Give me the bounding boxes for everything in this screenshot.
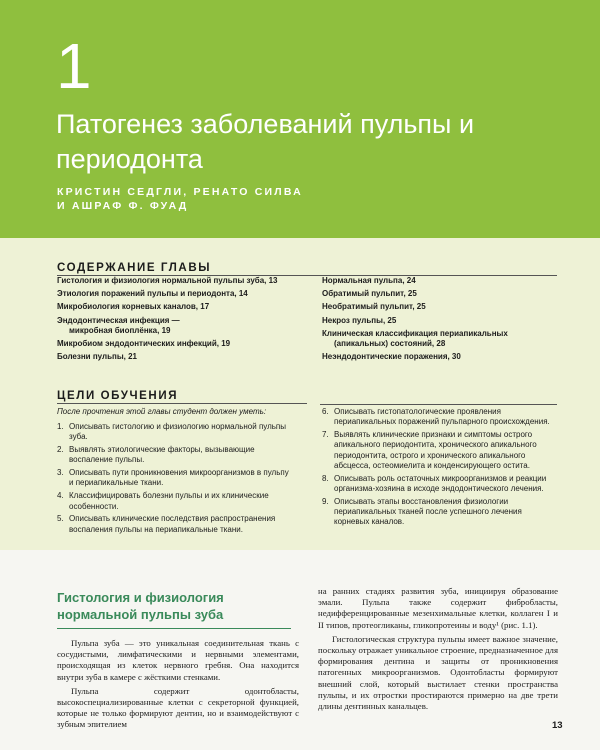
chapter-authors xyxy=(57,185,457,213)
body-paragraph: Пульпа содержит одонтобласты, высокоспециализированные клетки с секреторной функцией, которые не только формируют дентин, но и взаимодействуют с зубным эпителием xyxy=(57,685,299,730)
contents-item[interactable]: Этиология поражений пульпы и периодонта, 14 xyxy=(57,289,248,299)
section-heading-rule xyxy=(57,628,291,629)
contents-item[interactable]: Клиническая классификация периапикальных (апикальных) состояний, 28 xyxy=(322,328,508,349)
objective-item: 4. Классифицировать болезни пульпы и их клинические особенности. xyxy=(57,491,269,511)
contents-left-column xyxy=(57,276,312,365)
objective-item: 8. Описывать роль остаточных микроорганизмов и реакции организма-хозяина в исходе эндодонтического лечения. xyxy=(322,473,547,494)
objective-item: 5. Описывать клинические последствия распространения воспаления пульпы на периапикальные ткани. xyxy=(57,514,276,534)
body-paragraph: Пульпа зуба — это уникальная соединительная ткань с сосудистыми, лимфатическими и нервными элементами, происходящая из клеток нервного гребня. Она находится внутри зуба в камере с жёсткими стенками. xyxy=(57,638,299,682)
contents-item[interactable]: Микробиология корневых каналов, 17 xyxy=(57,302,210,312)
body-left-column xyxy=(57,638,299,734)
chapter-number: 1 xyxy=(56,30,92,102)
objectives-heading: ЦЕЛИ ОБУЧЕНИЯ xyxy=(57,390,179,402)
objectives-left-column xyxy=(57,422,292,537)
body-paragraph: на ранних стадиях развития зуба, инициируя образование эмали. Пульпа также содержит фибробласты, недифференцированные мезенхимальные клетки, коллаген I и II типов, протеогликаны, гликопротеины и воду¹ (рис. 1.1). xyxy=(318,586,558,630)
authors-line-2: И АШРАФ Ф. ФУАД xyxy=(57,200,189,212)
contents-right-column xyxy=(322,276,558,365)
contents-item[interactable]: Микробиом эндодонтических инфекций, 19 xyxy=(57,339,231,349)
objective-item: 9. Описывать этапы восстановления физиологии периапикальных тканей после успешного лечения корневых каналов. xyxy=(322,496,522,527)
contents-item[interactable]: Обратимый пульпит, 25 xyxy=(322,289,417,299)
contents-item[interactable]: Некроз пульпы, 25 xyxy=(322,315,397,325)
objective-item: 3. Описывать пути проникновения микроорганизмов в пульпу и периапикальные ткани. xyxy=(57,468,289,488)
authors-line-1: КРИСТИН СЕДГЛИ, РЕНАТО СИЛВА xyxy=(57,186,303,198)
contents-item[interactable]: Необратимый пульпит, 25 xyxy=(322,302,426,312)
section-heading: Гистология и физиология нормальной пульпы зуба xyxy=(57,590,224,622)
objective-item: 6. Описывать гистопатологические проявления периапикальных поражений пульпарного происхождения. xyxy=(322,407,550,427)
objective-item: 1. Описывать гистологию и физиологию нормальной пульпы зуба. xyxy=(57,422,287,442)
contents-item[interactable]: Эндодонтическая инфекция — микробная биоплёнка, 19 xyxy=(57,315,180,335)
chapter-title: Патогенез заболеваний пульпы и периодонта xyxy=(56,109,475,174)
objectives-intro: После прочтения этой главы студент должен уметь: xyxy=(57,407,267,416)
contents-item[interactable]: Нормальная пульпа, 24 xyxy=(322,276,416,285)
page-number: 13 xyxy=(552,720,563,731)
objectives-right-column xyxy=(322,407,558,530)
body-right-column xyxy=(318,586,558,715)
contents-heading: СОДЕРЖАНИЕ ГЛАВЫ xyxy=(57,262,212,274)
objectives-rule xyxy=(57,403,307,404)
objectives-rule-right xyxy=(320,404,557,405)
contents-item[interactable]: Гистология и физиология нормальной пульпы зуба, 13 xyxy=(57,276,278,285)
contents-item[interactable]: Болезни пульпы, 21 xyxy=(57,352,137,362)
objective-item: 7. Выявлять клинические признаки и симптомы острого апикального периодонтита, хронического апикального периодонтита, острого и хронического апикального абсцесса, остеомиелита и конденсирующего остита. xyxy=(322,430,537,470)
body-paragraph: Гистологическая структура пульпы имеет важное значение, поскольку отражает уникальное строение, предназначенное для формирования дентина и защиты от проникновения патогенных микроорганизмов. Одонтобласты формируют внешний слой, который выстилает стенки пространства пульпы, и их отростки простираются примерно на две трети длины дентинных канальцев. xyxy=(318,633,558,712)
chapter-header xyxy=(0,0,600,238)
objective-item: 2. Выявлять этиологические факторы, вызывающие воспаление пульпы. xyxy=(57,445,255,465)
contents-item[interactable]: Неэндодонтические поражения, 30 xyxy=(322,352,461,362)
